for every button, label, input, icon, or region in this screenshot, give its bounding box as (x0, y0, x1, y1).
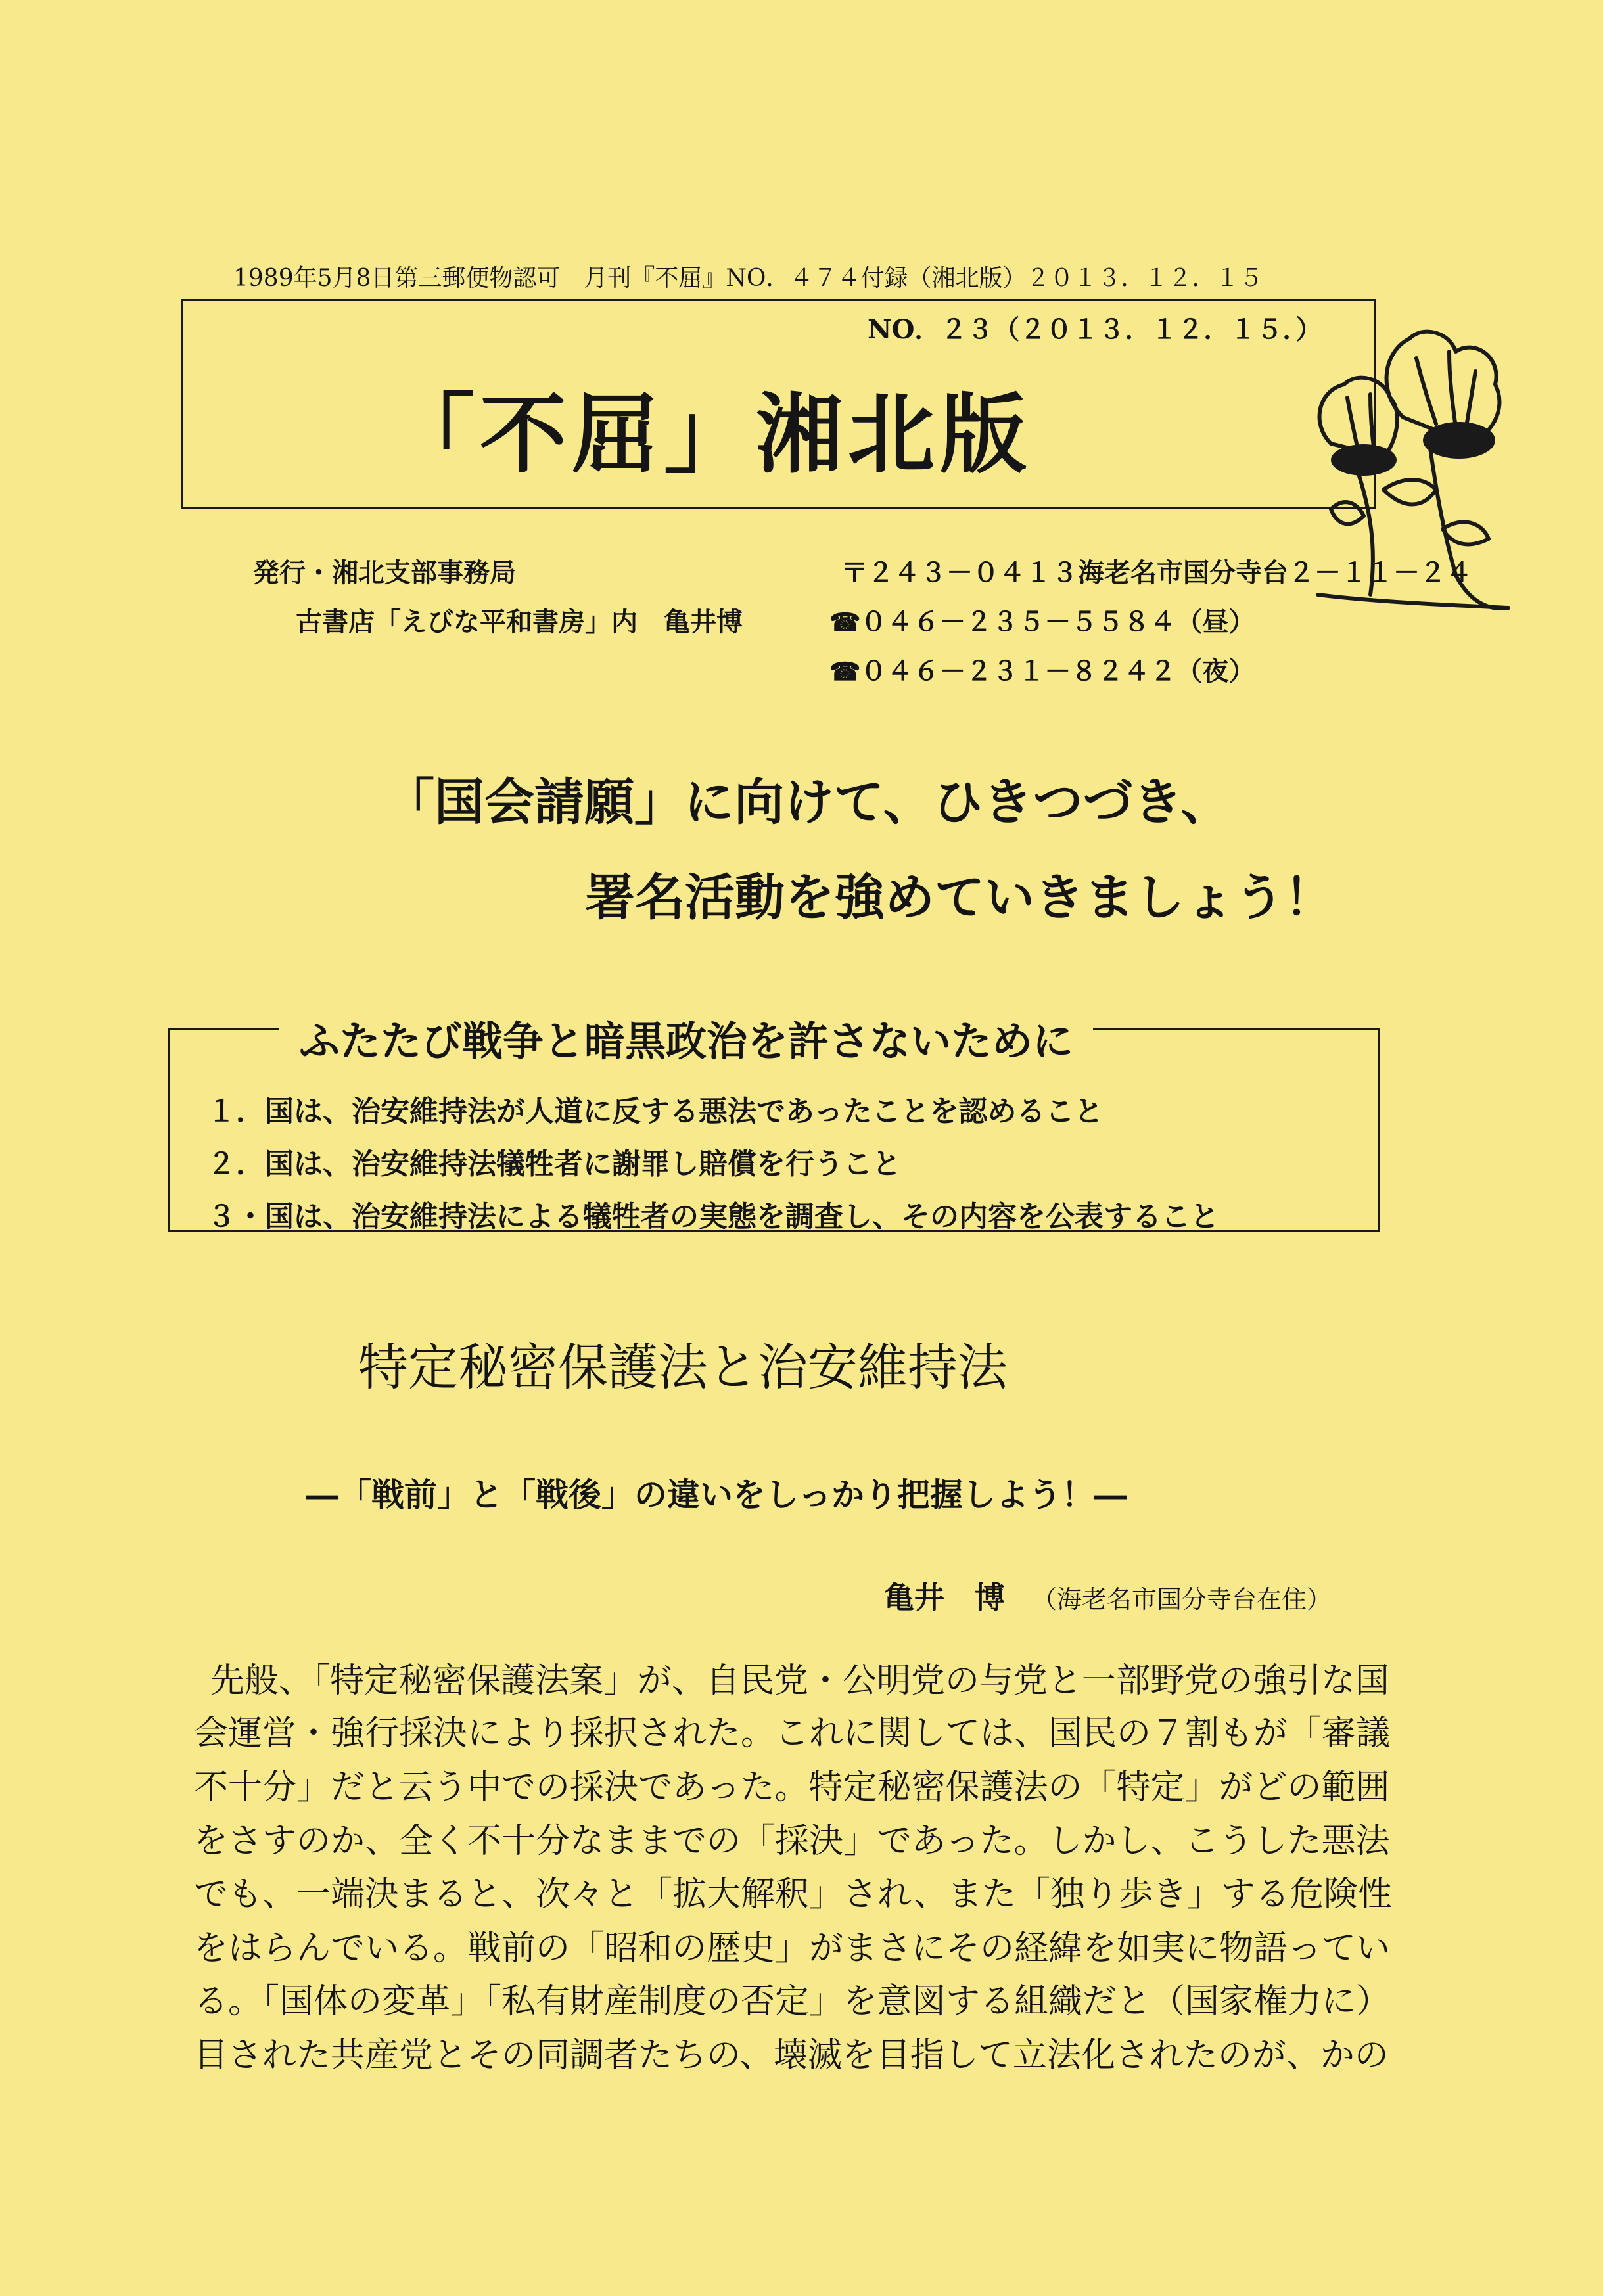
store-line: 古書店「えびな平和書房」内 亀井博 (296, 607, 743, 637)
publisher-line: 発行・湘北支部事務局 (253, 557, 516, 588)
article-title: 特定秘密保護法と治安維持法 (358, 1338, 1008, 1396)
address: 〒２４３－０４１３海老名市国分寺台２－１１－２４ (841, 557, 1472, 588)
body-line: をはらんでいる。戦前の「昭和の歴史」がまさにその経緯を如実に物語ってい (194, 1929, 1391, 1968)
demand-item: ３・国は、治安維持法による犠牲者の実態を調査し、その内容を公表すること (207, 1200, 1219, 1233)
body-line: 不十分」だと云う中での採決であった。特定秘密保護法の「特定」がどの範囲 (194, 1768, 1390, 1807)
phone-day (829, 601, 1255, 639)
author-name: 亀井 博 (884, 1580, 1005, 1615)
body-line: でも、一端決まると、次々と「拡大解釈」され、また「独り歩き」する危険性 (194, 1875, 1393, 1914)
headline-line-2: 署名活動を強めていきましょう！ (585, 868, 1334, 927)
headline-line-1: 「国会請願」に向けて、ひきつづき、 (384, 773, 1231, 831)
body-line: 目された共産党とその同調者たちの、壊滅を目指して立法化されたのが、かの (194, 2036, 1389, 2075)
phone-icon: ☎ (829, 656, 861, 686)
body-line: る。「国体の変革」「私有財産制度の否定」を意図する組織だと（国家権力に） (194, 1982, 1391, 2021)
body-line: をさすのか、全く不十分なままでの「採決」であった。しかし、こうした悪法 (194, 1822, 1390, 1861)
phone-day-number: ０４６－２３５－５５８４（昼） (860, 607, 1255, 637)
phone-icon: ☎ (829, 607, 861, 637)
phone-night (829, 651, 1255, 688)
demand-item: ２．国は、治安維持法犠牲者に謝罪し賠償を行うこと (207, 1147, 901, 1181)
phone-night-number: ０４６－２３１－８２４２（夜） (860, 656, 1255, 687)
author-note: （海老名市国分寺台在住） (1032, 1585, 1332, 1614)
demand-item: １．国は、治安維持法が人道に反する悪法であったことを認めること (207, 1095, 1104, 1128)
body-line: 会運営・強行採決により採択された。これに関しては、国民の７割もが「審議 (194, 1714, 1391, 1753)
permit-line: 1989年5月8日第三郵便物認可 月刊『不屈』NO．４７４付録（湘北版）２０１３．１２．１５ (233, 265, 1263, 292)
body-line: 先般、「特定秘密保護法案」が、自民党・公明党の与党と一部野党の強引な国 (210, 1661, 1390, 1701)
article-subtitle: ―「戦前」と「戦後」の違いをしっかり把握しよう！― (306, 1475, 1127, 1514)
page-title: 「不屈」湘北版 (388, 384, 1032, 486)
demands-title: ふたたび戦争と暗黒政治を許さないために (279, 1009, 1093, 1067)
issue-number: NO．２３（２０１３．１２．１５．） (868, 314, 1322, 345)
